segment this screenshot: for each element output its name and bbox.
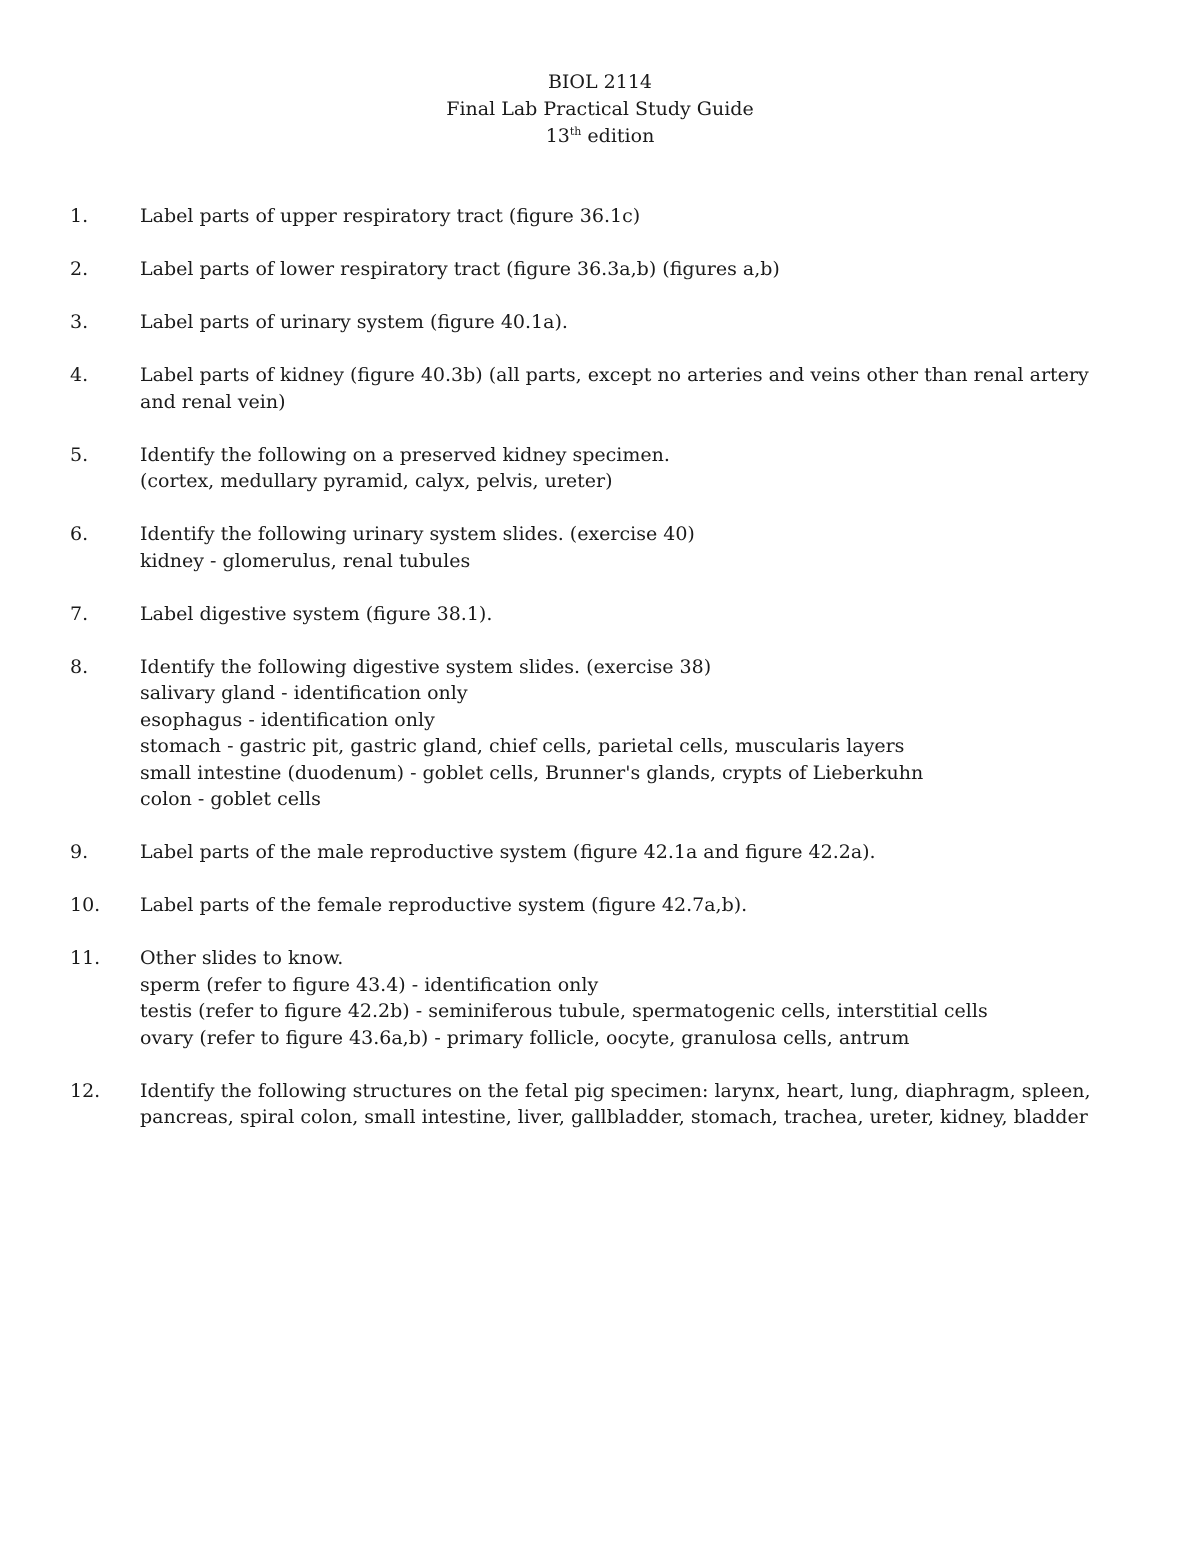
document-title: Final Lab Practical Study Guide [446, 98, 754, 120]
list-item [0, 892, 1200, 919]
item-body [140, 256, 1125, 283]
item-body [140, 892, 1125, 919]
study-guide-list [0, 203, 1200, 1157]
list-item [0, 442, 1200, 495]
item-number: 3. [70, 311, 89, 333]
item-body [140, 203, 1125, 230]
item-line: salivary gland - identification only [140, 682, 468, 704]
item-number: 9. [70, 841, 89, 863]
item-line: esophagus - identification only [140, 708, 435, 731]
list-item [0, 309, 1200, 336]
list-item [0, 601, 1200, 628]
list-item [0, 1078, 1200, 1131]
item-body [140, 1078, 1125, 1131]
list-item [0, 839, 1200, 866]
item-line: Label parts of the female reproductive system (figure 42.7a,b). [140, 894, 748, 916]
item-line: testis (refer to figure 42.2b) - seminiferous tubule, spermatogenic cells, interstitial cells [140, 1000, 988, 1022]
item-line: Label parts of upper respiratory tract (figure 36.1c) [140, 205, 641, 227]
item-number: 2. [70, 258, 89, 280]
item-line: Other slides to know. [140, 947, 344, 969]
item-line: small intestine (duodenum) - goblet cells, Brunner's glands, crypts of Lieberkuhn [140, 761, 924, 784]
item-body [140, 362, 1125, 415]
item-number: 4. [70, 364, 89, 386]
item-body [140, 945, 1125, 1051]
item-number: 10. [70, 894, 101, 916]
item-line: Identify the following urinary system slides. (exercise 40) [140, 523, 695, 545]
item-line: colon - goblet cells [140, 788, 321, 810]
item-number: 8. [70, 655, 89, 678]
item-line: Label parts of lower respiratory tract (figure 36.3a,b) (figures a,b) [140, 258, 780, 280]
item-line: kidney - glomerulus, renal tubules [140, 549, 471, 572]
item-line: Label parts of the male reproductive system (figure 42.1a and figure 42.2a). [140, 841, 876, 863]
item-line: Identify the following digestive system slides. (exercise 38) [140, 655, 712, 678]
item-line: stomach - gastric pit, gastric gland, chief cells, parietal cells, muscularis layers [140, 735, 905, 757]
item-line: ovary (refer to figure 43.6a,b) - primary follicle, oocyte, granulosa cells, antrum [140, 1026, 910, 1049]
item-body [140, 521, 1125, 574]
item-line: Label parts of urinary system (figure 40.1a). [140, 311, 568, 333]
item-body [140, 442, 1125, 495]
item-number: 6. [70, 523, 89, 545]
item-body [140, 601, 1125, 628]
item-number: 1. [70, 205, 89, 227]
list-item [0, 521, 1200, 574]
item-number: 7. [70, 602, 89, 625]
item-line: Label digestive system (figure 38.1). [140, 602, 493, 625]
list-item [0, 256, 1200, 283]
item-number: 5. [70, 443, 89, 466]
edition-superscript: th [569, 125, 582, 138]
list-item [0, 362, 1200, 415]
item-line: Identify the following structures on the fetal pig specimen: larynx, heart, lung, diaphragm, spleen, pancreas, spiral colon, small intestine, liver, gallbladder, stomach, trachea, ureter, kidney, bladder [140, 1079, 1091, 1128]
item-number: 12. [70, 1079, 101, 1102]
list-item [0, 654, 1200, 813]
item-body [140, 309, 1125, 336]
item-line: Label parts of kidney (figure 40.3b) (all parts, except no arteries and veins other than renal artery and renal vein) [140, 364, 1089, 413]
list-item [0, 945, 1200, 1051]
item-body [140, 839, 1125, 866]
item-line: sperm (refer to figure 43.4) - identification only [140, 973, 599, 996]
item-body [140, 654, 1125, 813]
item-line: Identify the following on a preserved kidney specimen. [140, 443, 670, 466]
edition-line [0, 123, 1200, 150]
edition-number: 13 [545, 125, 570, 147]
item-number: 11. [70, 947, 101, 969]
course-code: BIOL 2114 [547, 71, 653, 93]
edition-word: edition [581, 125, 655, 147]
item-line: (cortex, medullary pyramid, calyx, pelvis, ureter) [140, 470, 613, 492]
list-item [0, 203, 1200, 230]
document-header [0, 69, 1200, 150]
